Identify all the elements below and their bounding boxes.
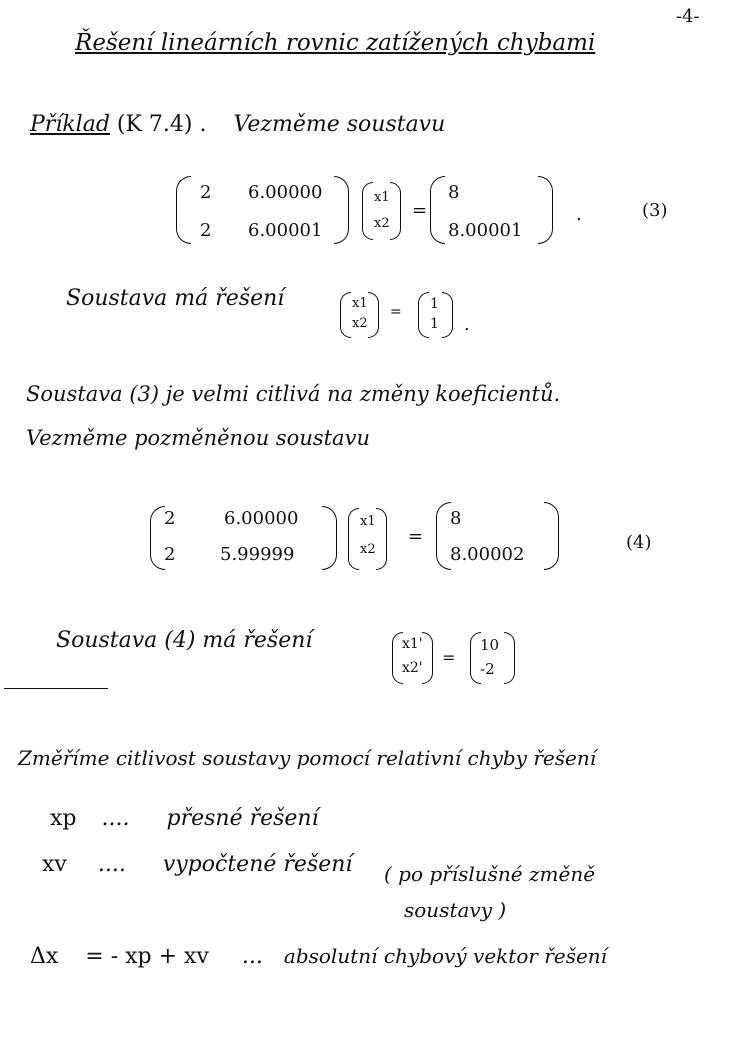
- rhs-right-bracket: [544, 502, 559, 570]
- vector-right-bracket: [376, 508, 387, 570]
- definition-note-2: soustavy ): [404, 898, 507, 922]
- vector-cell: x1: [360, 514, 376, 529]
- equation-tag: (3): [642, 200, 668, 221]
- matrix-cell: 5.99999: [220, 544, 295, 565]
- measure-line: Změříme citlivost soustavy pomocí relativní chyby řešení: [18, 746, 597, 770]
- vector-right-bracket: [422, 632, 433, 684]
- vector-right-bracket: [390, 182, 401, 240]
- vector-cell: x2: [352, 316, 368, 331]
- trailing-period: .: [464, 314, 470, 335]
- delta-symbol: Δx: [30, 944, 59, 969]
- example-intro: Vezměme soustavu: [233, 112, 446, 137]
- matrix-right-bracket: [322, 506, 337, 570]
- sensitivity-line-1: Soustava (3) je velmi citlivá na změny koeficientů.: [26, 382, 561, 406]
- definition-xv: [42, 852, 352, 877]
- delta-definition: [30, 944, 607, 969]
- equals-sign: =: [408, 526, 424, 547]
- vector-left-bracket: [362, 182, 373, 240]
- solution-4-text: Soustava (4) má řešení: [56, 628, 313, 653]
- section-divider: [4, 688, 108, 689]
- matrix-cell: 2: [200, 220, 212, 241]
- definition-text: vypočtené řešení: [162, 852, 353, 877]
- vector-right-bracket: [504, 632, 515, 684]
- delta-text: absolutní chybový vektor řešení: [283, 944, 608, 968]
- equals-sign: =: [412, 200, 428, 221]
- matrix-cell: 6.00000: [248, 182, 323, 203]
- vector-left-bracket: [418, 292, 429, 338]
- vector-cell: x2: [374, 216, 390, 231]
- matrix-cell: 6.00000: [224, 508, 299, 529]
- rhs-cell: 8.00002: [450, 544, 525, 565]
- vector-right-bracket: [368, 292, 379, 338]
- solution-3-text: Soustava má řešení: [66, 286, 285, 311]
- definition-dots: ....: [97, 852, 126, 877]
- vector-left-bracket: [340, 292, 351, 338]
- vector-cell: 1: [430, 316, 439, 332]
- vector-left-bracket: [348, 508, 359, 570]
- example-label: Příklad: [30, 112, 110, 137]
- definition-text: přesné řešení: [166, 806, 319, 831]
- vector-cell: x2': [402, 660, 423, 676]
- vector-cell: 10: [480, 636, 500, 654]
- equals-sign: =: [390, 304, 402, 320]
- matrix-left-bracket: [150, 506, 165, 570]
- equals-sign: =: [442, 648, 456, 667]
- vector-cell: x1': [402, 636, 423, 652]
- delta-expression: = - xp + xv: [85, 944, 209, 969]
- vector-cell: x2: [360, 542, 376, 557]
- rhs-left-bracket: [430, 176, 445, 244]
- definition-note-1: ( po příslušné změně: [384, 862, 596, 886]
- symbol-xp: xp: [50, 806, 77, 831]
- vector-cell: x1: [374, 190, 390, 205]
- matrix-cell: 2: [164, 544, 176, 565]
- matrix-left-bracket: [176, 176, 191, 244]
- rhs-cell: 8.00001: [448, 220, 523, 241]
- rhs-cell: 8: [448, 182, 460, 203]
- matrix-cell: 6.00001: [248, 220, 323, 241]
- definition-dots: ....: [101, 806, 130, 831]
- trailing-period: .: [576, 204, 582, 225]
- example-heading: [30, 112, 445, 137]
- matrix-cell: 2: [200, 182, 212, 203]
- rhs-right-bracket: [538, 176, 553, 244]
- vector-cell: 1: [430, 296, 439, 312]
- definition-dots: ...: [241, 944, 263, 969]
- example-ref: (K 7.4) .: [116, 112, 207, 137]
- symbol-xv: xv: [42, 852, 67, 877]
- rhs-left-bracket: [436, 502, 451, 570]
- vector-cell: -2: [480, 660, 495, 678]
- page-number: -4-: [676, 6, 700, 27]
- sensitivity-line-2: Vezměme pozměněnou soustavu: [26, 426, 370, 450]
- rhs-cell: 8: [450, 508, 462, 529]
- page-title: Řešení lineárních rovnic zatížených chybami: [75, 30, 596, 56]
- matrix-right-bracket: [334, 176, 349, 244]
- equation-tag: (4): [626, 532, 652, 553]
- definition-xp: [50, 806, 319, 831]
- vector-cell: x1: [352, 296, 368, 311]
- matrix-cell: 2: [164, 508, 176, 529]
- vector-right-bracket: [442, 292, 453, 338]
